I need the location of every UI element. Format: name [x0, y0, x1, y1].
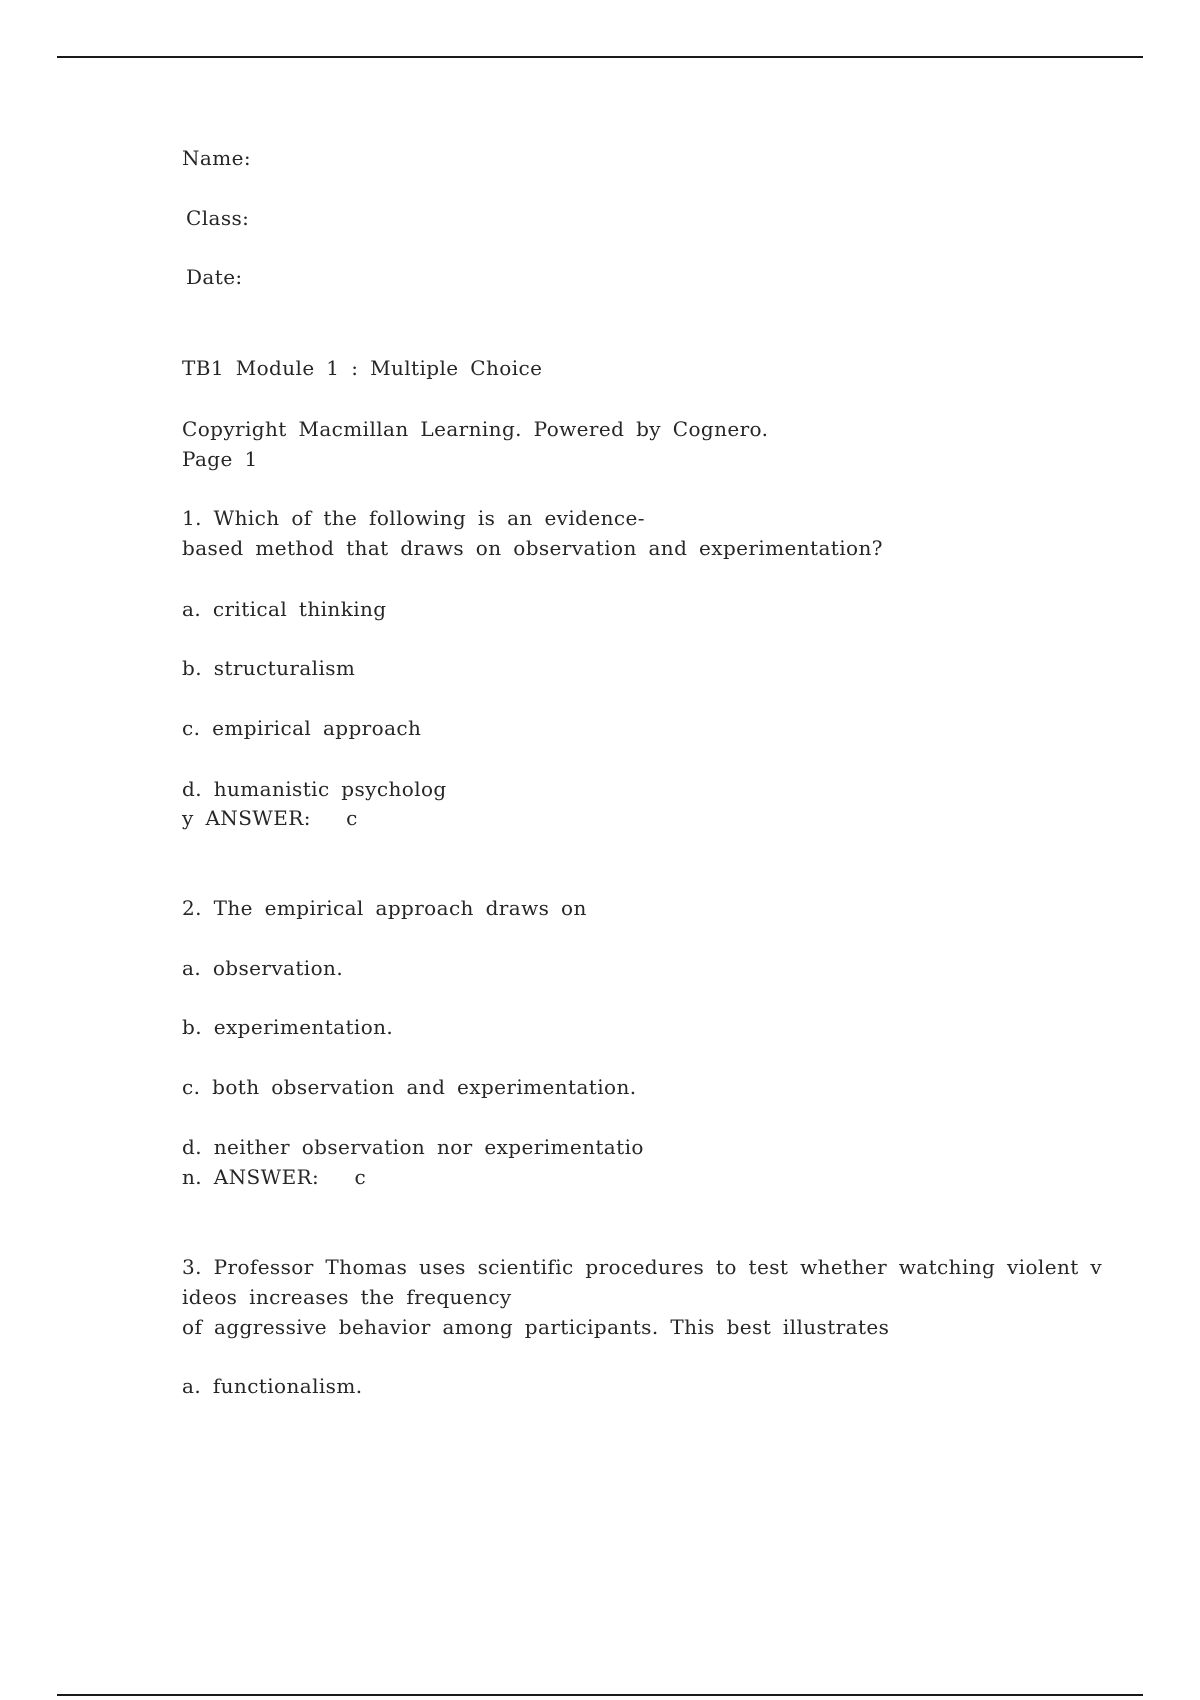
copyright-notice: Copyright Macmillan Learning. Powered by Cognero. [182, 417, 769, 441]
page-number: Page 1 [182, 447, 258, 471]
question-1-option-a: a. critical thinking [182, 597, 387, 621]
name-label: Name: [182, 146, 251, 170]
date-label: Date: [186, 265, 243, 289]
question-3-text-line-3: of aggressive behavior among participants. This best illustrates [182, 1315, 890, 1339]
document-title: TB1 Module 1 : Multiple Choice [182, 356, 543, 380]
question-2-option-d: d. neither observation nor experimentatio [182, 1135, 644, 1159]
question-1-option-c: c. empirical approach [182, 716, 422, 740]
question-1-text-line-1: 1. Which of the following is an evidence- [182, 506, 645, 530]
question-1-option-d: d. humanistic psycholog [182, 777, 447, 801]
question-3-option-a: a. functionalism. [182, 1374, 363, 1398]
question-1-option-b: b. structuralism [182, 656, 356, 680]
question-2-text-line-1: 2. The empirical approach draws on [182, 896, 587, 920]
question-2-option-a: a. observation. [182, 956, 344, 980]
question-2-option-c: c. both observation and experimentation. [182, 1075, 637, 1099]
question-1-text-line-2: based method that draws on observation and experimentation? [182, 536, 883, 560]
question-2-answer: n. ANSWER: c [182, 1165, 367, 1189]
bottom-rule [57, 1694, 1143, 1696]
question-2-option-b: b. experimentation. [182, 1015, 394, 1039]
top-rule [57, 56, 1143, 58]
question-3-text-line-1: 3. Professor Thomas uses scientific procedures to test whether watching violent v [182, 1255, 1103, 1279]
question-1-answer: y ANSWER: c [182, 806, 358, 830]
question-3-text-line-2: ideos increases the frequency [182, 1285, 512, 1309]
class-label: Class: [186, 206, 250, 230]
